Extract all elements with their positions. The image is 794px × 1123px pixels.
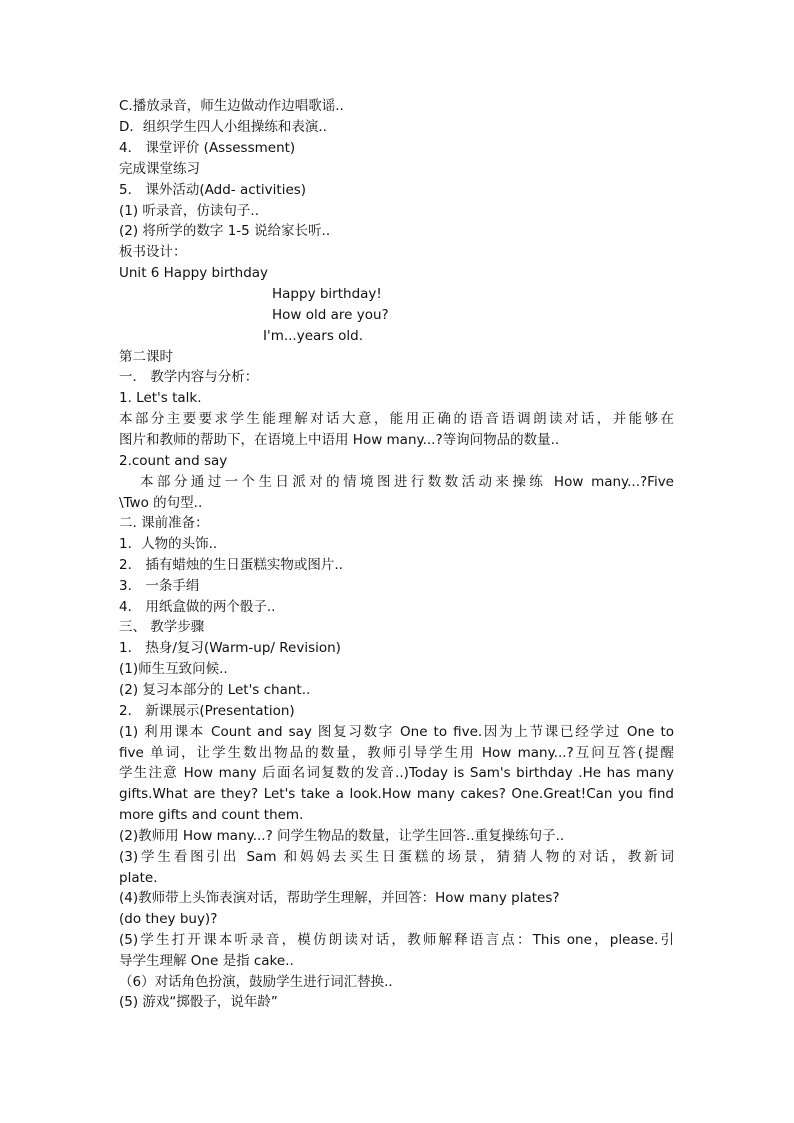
text-line: 2． 插有蜡烛的生日蛋糕实物或图片..: [119, 557, 343, 573]
text-line: 2． 新课展示(Presentation): [119, 703, 295, 719]
text-line: 导学生理解 One 是指 cake..: [119, 953, 294, 969]
text-line: (2) 复习本部分的 Let's chant..: [119, 682, 311, 698]
text-line: 图片和教师的帮助下，在语境上中语用 How many...?等询问物品的数量..: [119, 432, 560, 448]
board-line: How old are you?: [272, 307, 389, 323]
text-line: (5) 游戏“掷骰子，说年龄”: [119, 994, 278, 1010]
text-line: （6）对话角色扮演，鼓励学生进行词汇替换..: [119, 974, 393, 990]
text-line: Unit 6 Happy birthday: [119, 265, 269, 281]
board-line: Happy birthday!: [272, 286, 382, 302]
text-line: C.播放录音，师生边做动作边唱歌谣..: [119, 98, 344, 114]
text-line: 本部分主要要求学生能理解对话大意，能用正确的语音语调朗读对话，并能够在: [119, 411, 674, 427]
text-line: 2.count and say: [119, 453, 228, 469]
text-line: (do they buy)?: [119, 911, 218, 927]
text-line: (3)学生看图引出 Sam 和妈妈去买生日蛋糕的场景，猜猜人物的对话，教新词: [119, 849, 674, 865]
text-line: \Two 的句型..: [119, 495, 203, 511]
text-line: plate.: [119, 870, 158, 886]
text-line: 1. Let's talk.: [119, 390, 202, 406]
text-line: 三、 教学步骤: [119, 619, 205, 635]
text-line: 学生注意 How many 后面名词复数的发音..)Today is Sam's birthday .He has many: [119, 765, 674, 781]
text-line: 二. 课前准备：: [119, 515, 209, 531]
text-line: 一． 教学内容与分析：: [119, 369, 259, 385]
text-line: 4． 课堂评价 (Assessment): [119, 140, 296, 156]
text-line: (1) 利用课本 Count and say 图复习数字 One to five.因为上节课已经学过 One to: [119, 724, 674, 740]
text-line: 3． 一条手绢: [119, 578, 200, 594]
text-line: (4)教师带上头饰表演对话，帮助学生理解，并回答：How many plates?: [119, 890, 560, 906]
text-line: 1．人物的头饰..: [119, 536, 218, 552]
text-line: (5)学生打开课本听录音，模仿朗读对话，教师解释语言点：This one，please.引: [119, 932, 674, 948]
text-line: (1) 听录音，仿读句子..: [119, 203, 259, 219]
text-line: 完成课堂练习: [119, 161, 200, 177]
text-line: more gifts and count them.: [119, 807, 304, 823]
text-line: 本部分通过一个生日派对的情境图进行数数活动来操练 How many...?Five: [140, 474, 674, 490]
text-line: five 单词，让学生数出物品的数量，教师引导学生用 How many...?互问互答(提醒: [119, 745, 674, 761]
text-line: (2)教师用 How many...? 问学生物品的数量，让学生回答..重复操练句子..: [119, 828, 565, 844]
text-line: 第二课时: [119, 349, 173, 365]
text-line: D．组织学生四人小组操练和表演..: [119, 119, 327, 135]
text-line: 板书设计：: [119, 244, 187, 260]
text-line: 5． 课外活动(Add- activities): [119, 182, 307, 198]
text-line: 4． 用纸盒做的两个骰子..: [119, 599, 276, 615]
board-line: I'm...years old.: [263, 328, 364, 344]
text-line: (2) 将所学的数字 1-5 说给家长听..: [119, 223, 331, 239]
text-line: 1． 热身/复习(Warm-up/ Revision): [119, 640, 341, 656]
text-line: gifts.What are they? Let's take a look.How many cakes? One.Great!Can you find: [119, 786, 674, 802]
text-line: (1)师生互致问候..: [119, 661, 228, 677]
